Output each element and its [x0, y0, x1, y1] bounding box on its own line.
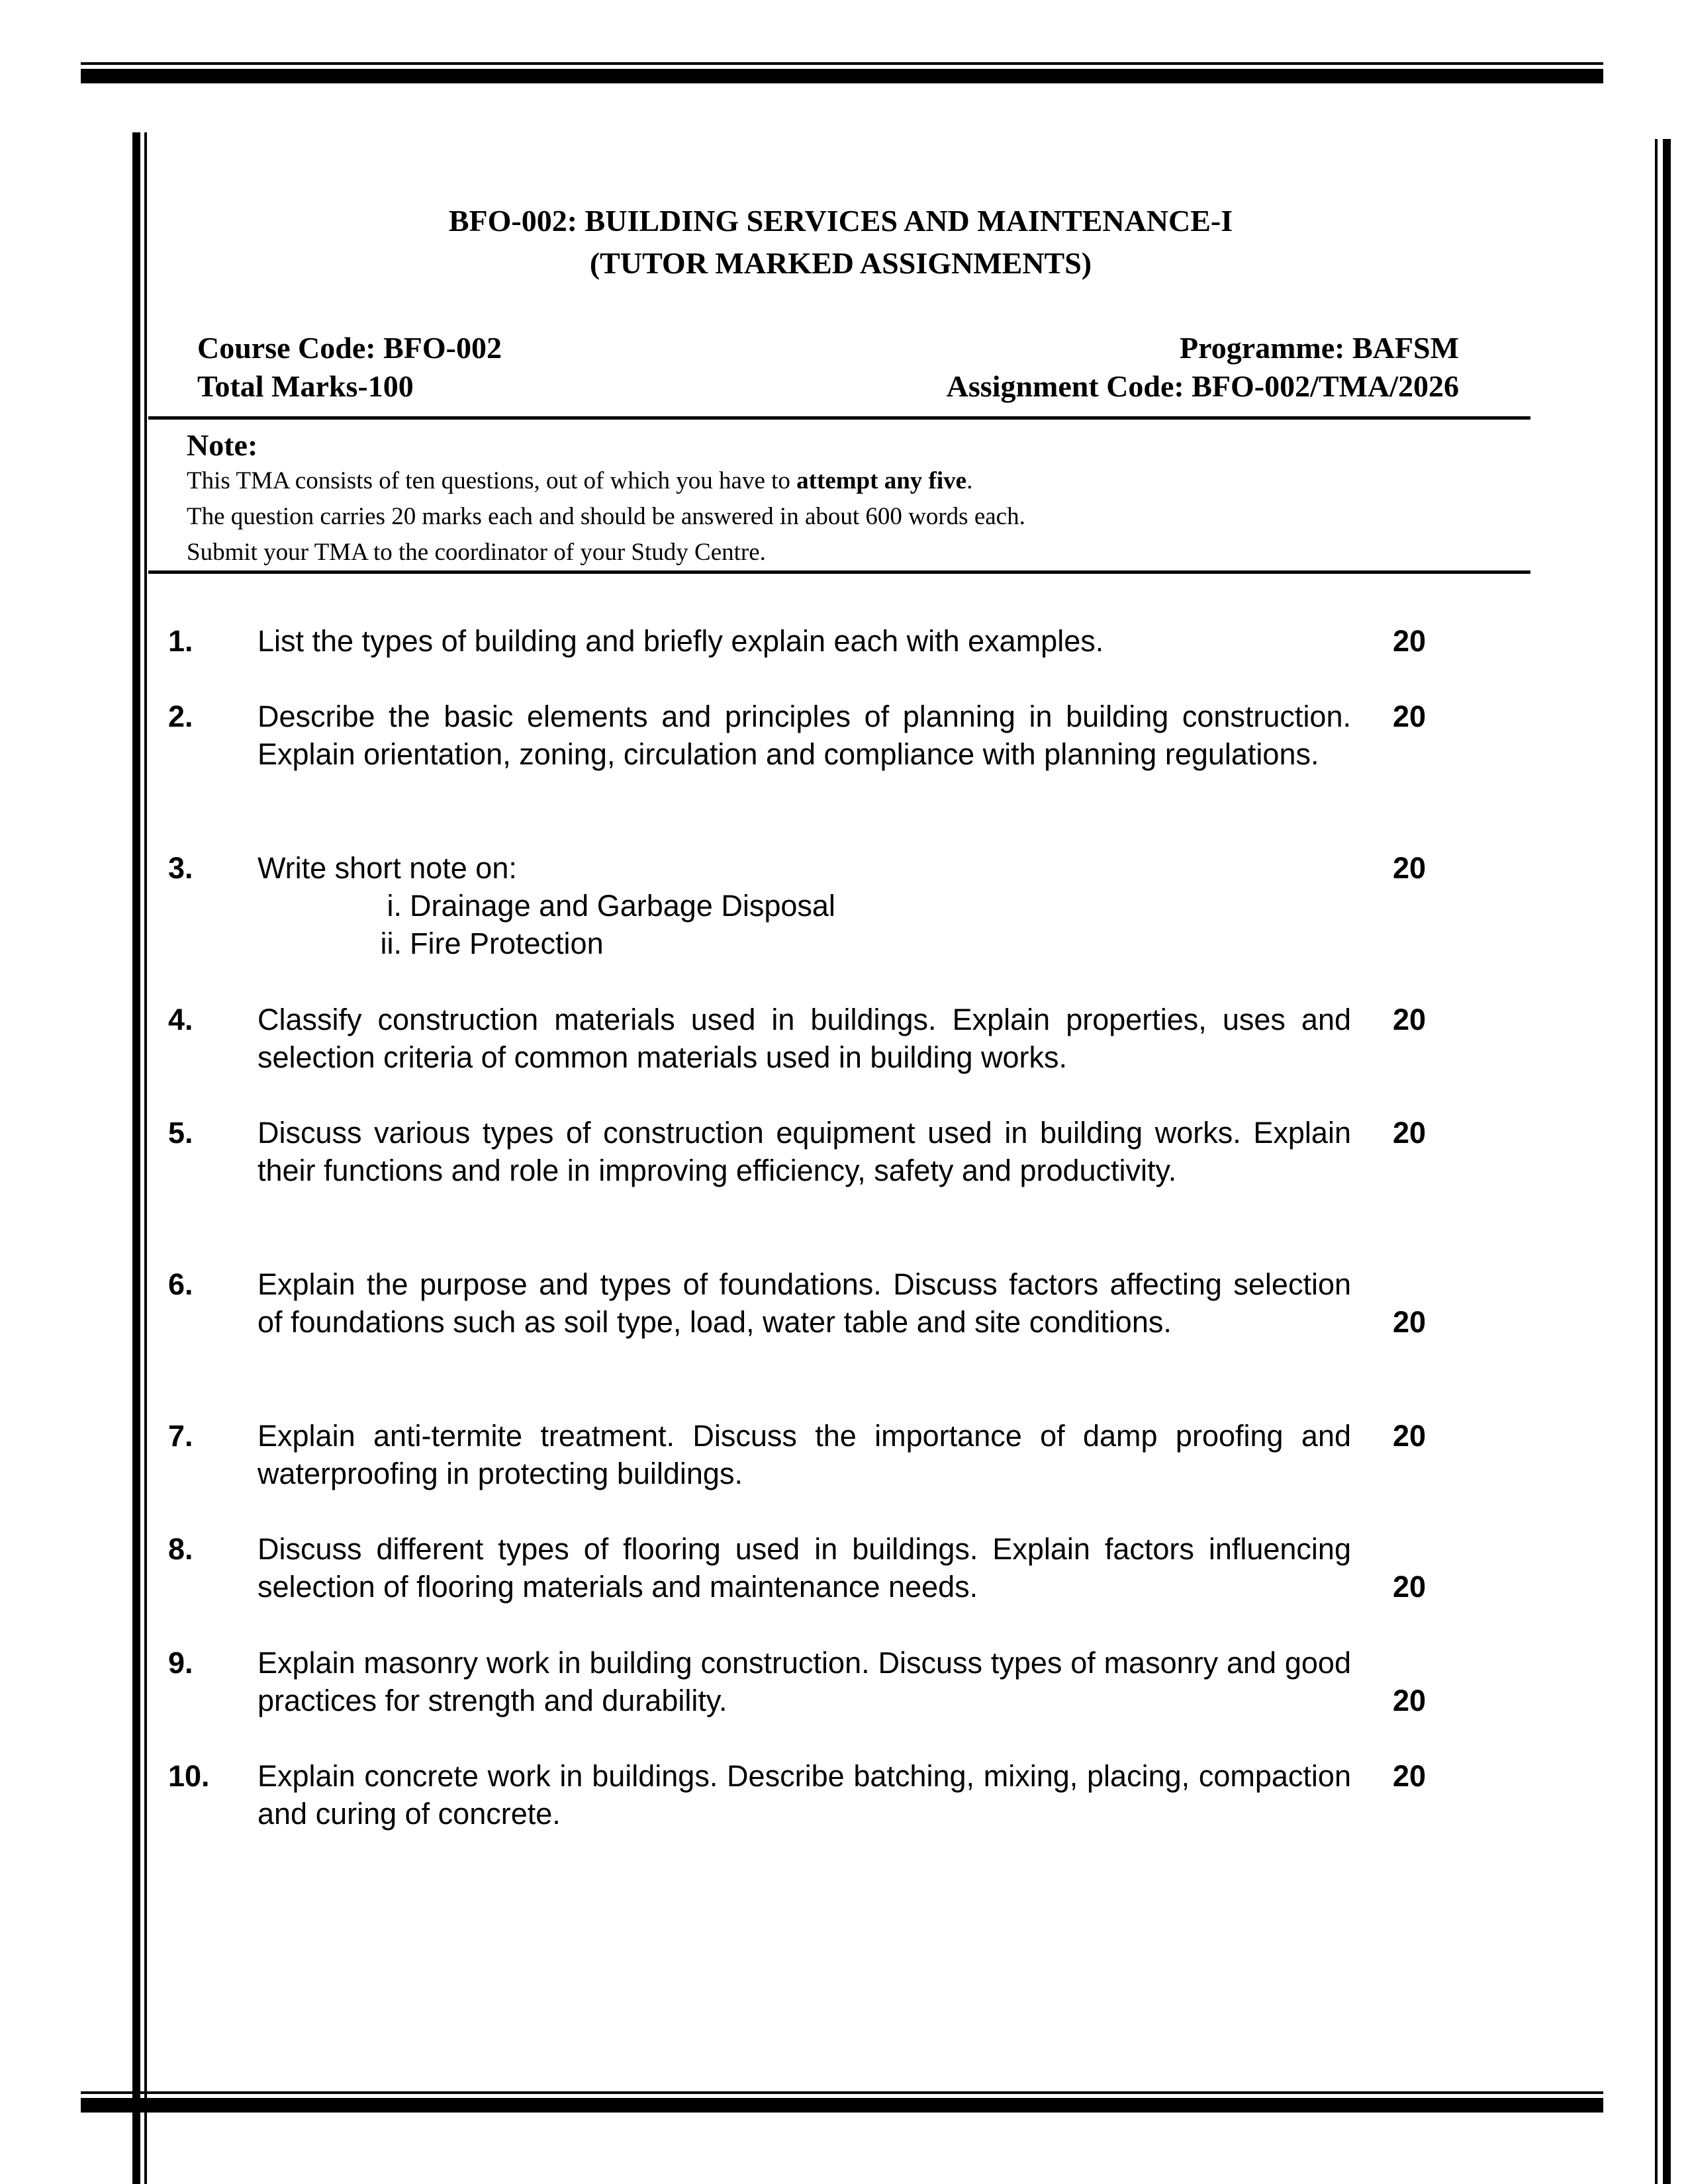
total-marks: Total Marks-100: [197, 369, 414, 403]
question-marks: 20: [1393, 624, 1427, 658]
sub-item-text: Fire Protection: [410, 927, 604, 960]
question-number: 5.: [168, 1116, 193, 1150]
question-marks: 20: [1393, 1003, 1427, 1036]
left-border-thick: [132, 132, 140, 2184]
question-number: 6.: [168, 1267, 193, 1301]
note-line-1: [187, 463, 1025, 499]
question-number: 3.: [168, 851, 193, 885]
question-text: List the types of building and briefly explain each with examples.: [258, 624, 1104, 658]
question-number: 4.: [168, 1003, 193, 1036]
question-text: Discuss different types of flooring used in buildings. Explain factors influencing selection of flooring materials and maintenance needs.: [258, 1532, 1351, 1604]
title-line-2: (TUTOR MARKED ASSIGNMENTS): [589, 246, 1092, 280]
question-number: 1.: [168, 624, 193, 658]
assignment-code: Assignment Code: BFO-002/TMA/2026: [946, 369, 1459, 403]
question-text-lead: Write short note on:: [258, 851, 517, 885]
note-heading: Note:: [187, 428, 258, 462]
course-meta: [197, 329, 502, 406]
document-title: [146, 200, 1536, 285]
question-text: [258, 849, 1351, 962]
question-text: Discuss various types of construction equipment used in building works. Explain their functions and role in improving efficiency, safety and productivity.: [258, 1116, 1351, 1187]
bottom-border-thick: [81, 2098, 1603, 2113]
question-marks: 20: [1393, 851, 1427, 885]
question-text: Explain the purpose and types of foundations. Discuss factors affecting selection of foundations such as soil type, load, water table and site conditions.: [258, 1267, 1351, 1339]
question-number: 2.: [168, 700, 193, 733]
question-number: 10.: [168, 1759, 210, 1793]
title-line-1: BFO-002: BUILDING SERVICES AND MAINTENANCE-I: [448, 204, 1233, 238]
course-code: Course Code: BFO-002: [197, 331, 502, 365]
sub-item-list: [258, 887, 1351, 962]
sub-item-numeral: ii.: [380, 927, 402, 960]
question-marks: 20: [1393, 1570, 1427, 1604]
note-line-3: Submit your TMA to the coordinator of your Study Centre.: [187, 539, 766, 566]
sub-item-numeral: i.: [387, 889, 402, 923]
left-border-thin: [144, 132, 147, 2184]
question-text: Classify construction materials used in buildings. Explain properties, uses and selection criteria of common materials used in building works.: [258, 1003, 1351, 1074]
question-marks: 20: [1393, 700, 1427, 733]
sub-item: [258, 925, 1351, 962]
top-border-thick: [81, 69, 1603, 83]
question-marks: 20: [1393, 1116, 1427, 1150]
sub-item: [258, 887, 1351, 925]
header-divider: [148, 416, 1530, 420]
note-divider: [148, 570, 1530, 574]
right-border-thick: [1663, 139, 1671, 2184]
question-number: 9.: [168, 1646, 193, 1680]
sub-item-text: Drainage and Garbage Disposal: [410, 889, 835, 923]
note-line-1-text: This TMA consists of ten questions, out of which you have to: [187, 467, 797, 494]
question-marks: 20: [1393, 1305, 1427, 1339]
question-number: 8.: [168, 1532, 193, 1566]
question-number: 7.: [168, 1419, 193, 1453]
programme: Programme: BAFSM: [1180, 331, 1459, 365]
note-body: [187, 463, 1025, 570]
note-line-1-end: .: [966, 467, 973, 494]
question-marks: 20: [1393, 1759, 1427, 1793]
question-text: Explain masonry work in building construction. Discuss types of masonry and good practices for strength and durability.: [258, 1646, 1351, 1717]
question-text: Explain anti-termite treatment. Discuss the importance of damp proofing and waterproofing in protecting buildings.: [258, 1419, 1351, 1490]
right-border-thin: [1655, 139, 1658, 2184]
bottom-border-thin: [81, 2091, 1603, 2094]
question-marks: 20: [1393, 1419, 1427, 1453]
question-marks: 20: [1393, 1684, 1427, 1717]
note-line-1-emphasis: attempt any five: [796, 467, 967, 494]
programme-meta: [947, 329, 1459, 406]
top-border-thin: [81, 62, 1603, 65]
note-line-2: The question carries 20 marks each and should be answered in about 600 words each.: [187, 503, 1025, 530]
question-text: Describe the basic elements and principles of planning in building construction. Explain orientation, zoning, circulation and compliance with planning regulations.: [258, 700, 1351, 771]
question-text: Explain concrete work in buildings. Describe batching, mixing, placing, compaction and curing of concrete.: [258, 1759, 1351, 1831]
